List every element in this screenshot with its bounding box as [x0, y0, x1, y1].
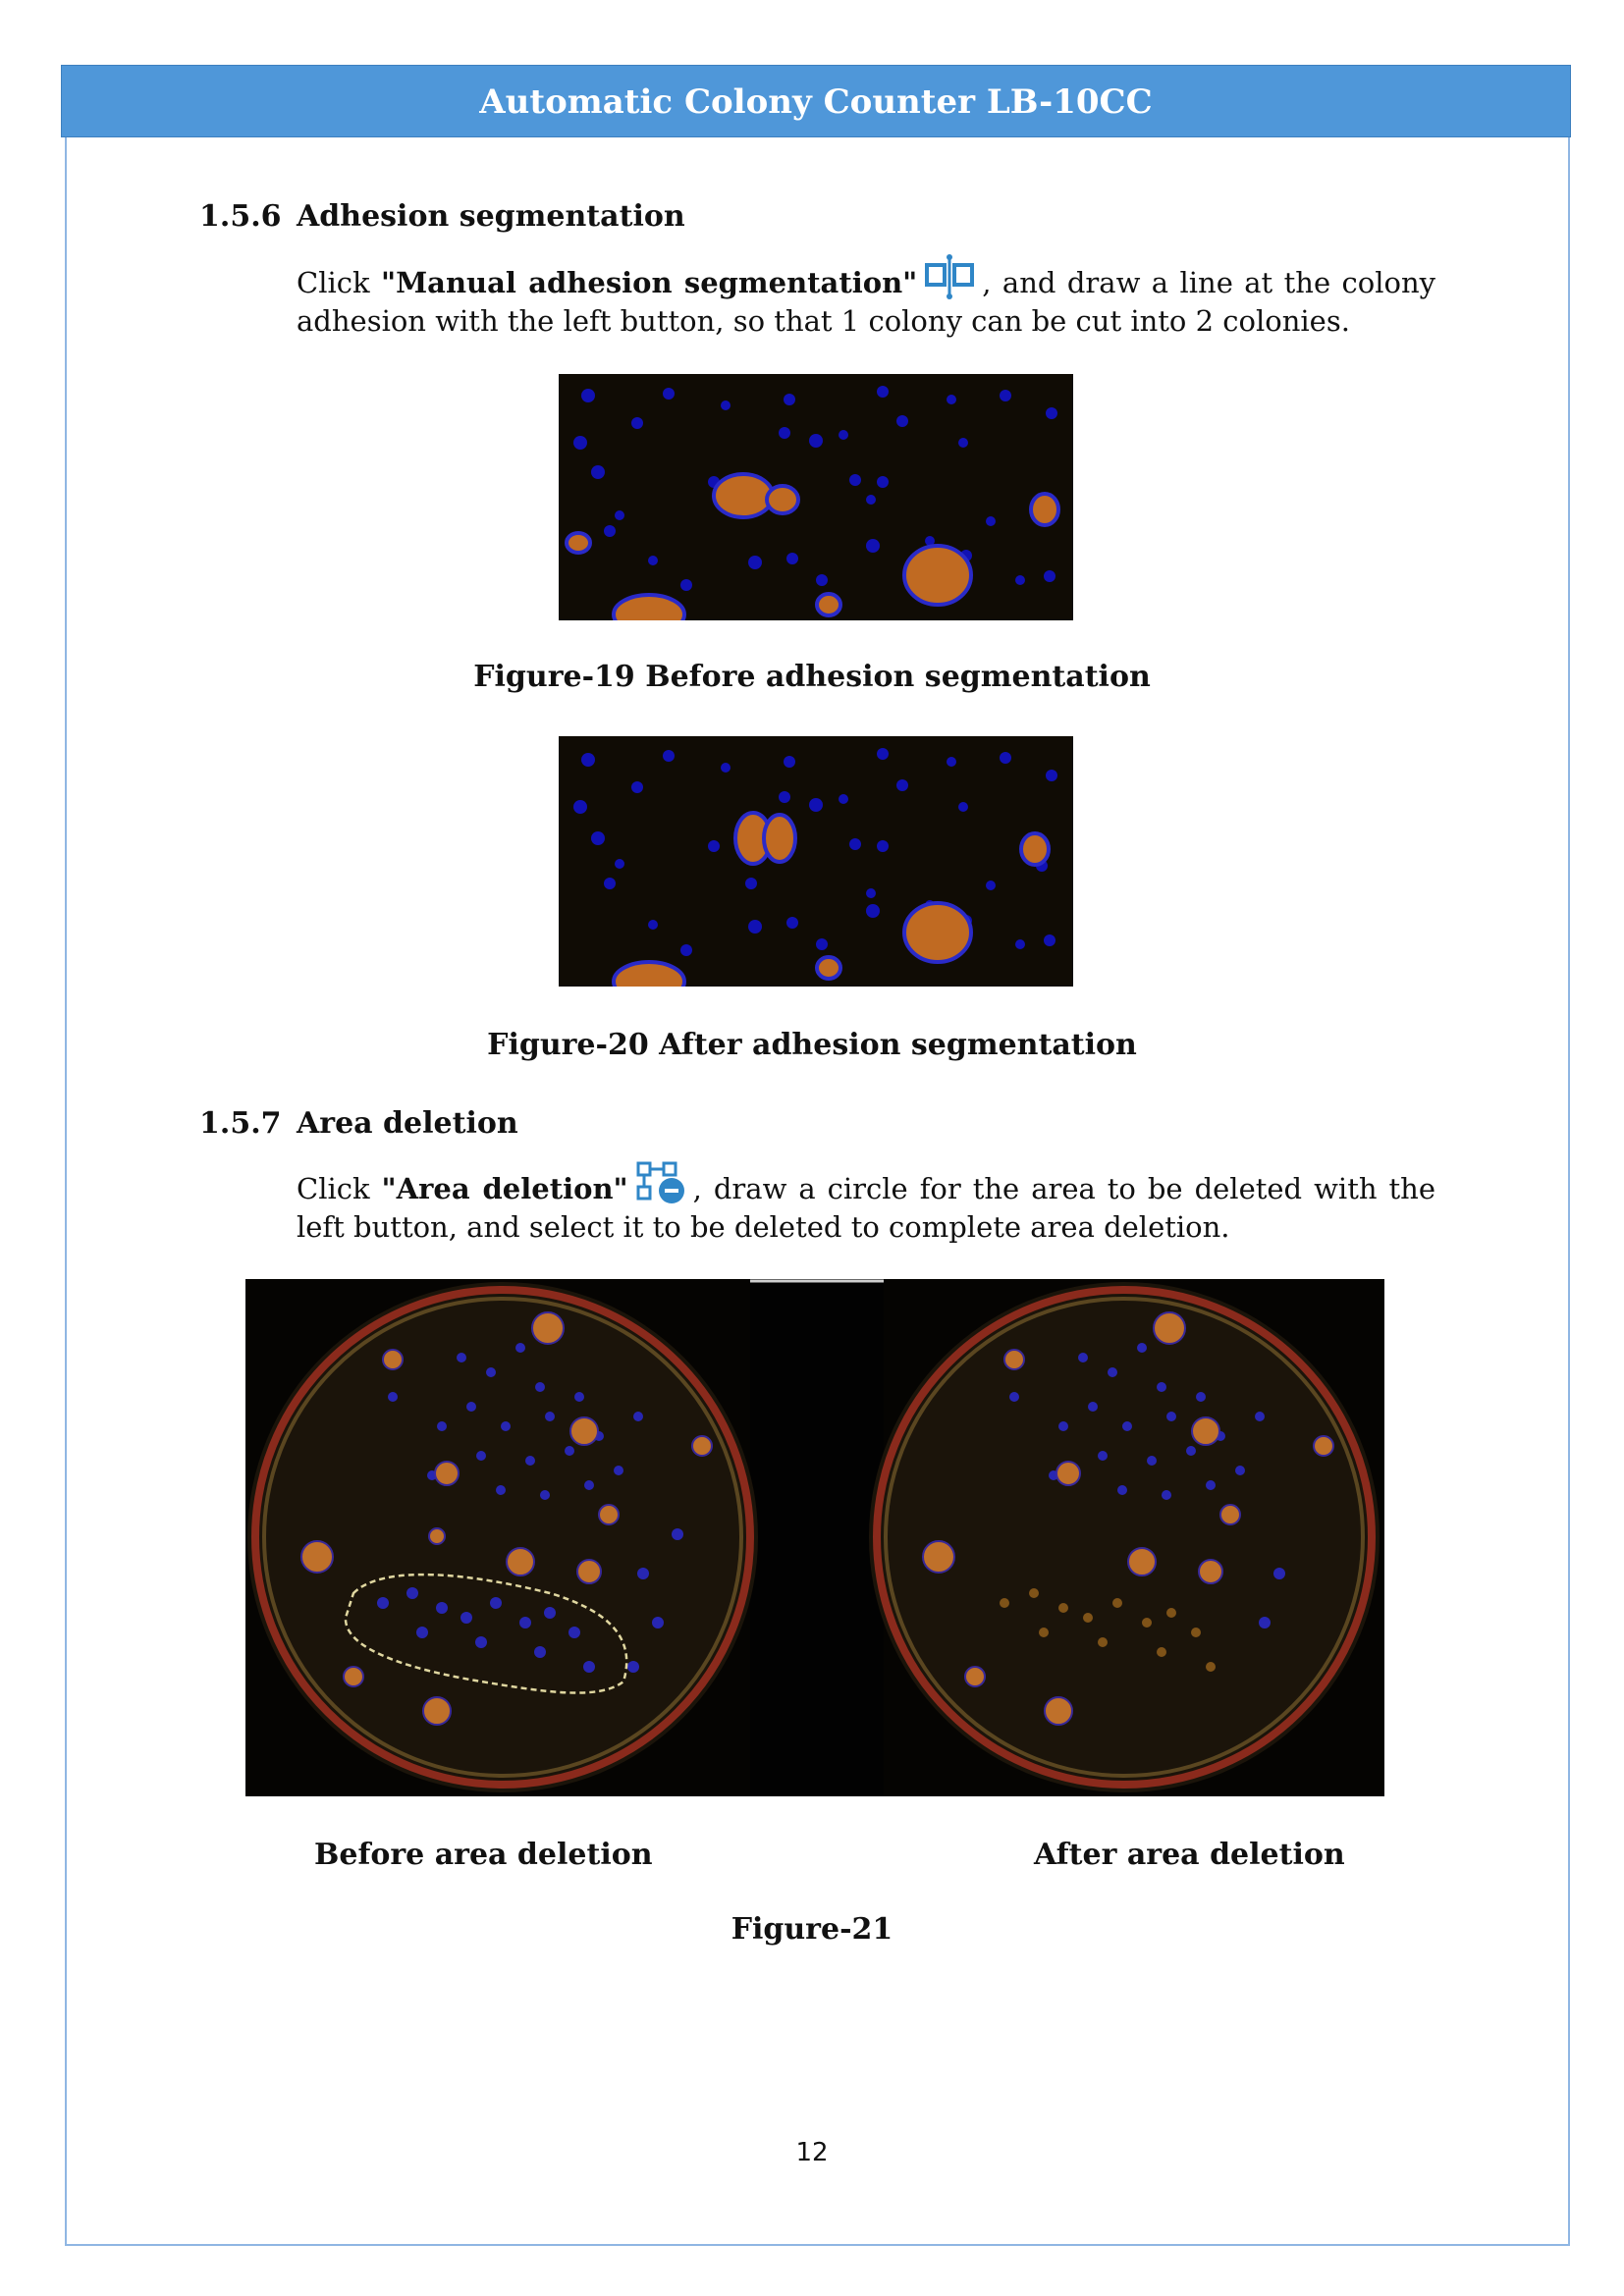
section-paragraph-1-5-7 [297, 1159, 1435, 1247]
figure-21-caption: Figure-21 [731, 1912, 893, 1947]
section-heading-1-5-7 [0, 1106, 1624, 1146]
section-title: Adhesion segmentation [297, 199, 685, 234]
section-title: Area deletion [297, 1106, 518, 1141]
manual-adhesion-segmentation-icon [923, 253, 976, 300]
area-deletion-icon [634, 1159, 687, 1206]
figure-21-image [245, 1279, 1384, 1796]
paragraph-text: Click [297, 266, 381, 299]
left-petri-dish [247, 1282, 758, 1792]
paragraph-text: , draw a circle for the area to be deleted with the left button, and select it to be deleted to complete area deletion. [297, 1172, 1435, 1244]
figure-21-right-label: After area deletion [1034, 1838, 1345, 1872]
figure-20-image [559, 736, 1073, 987]
paragraph-text: , and draw a line at the colony adhesion with the left button, so that 1 colony can be cut into 2 colonies. [297, 266, 1436, 338]
section-paragraph-1-5-6 [297, 253, 1435, 341]
right-petri-dish [869, 1282, 1380, 1792]
section-number: 1.5.6 [199, 199, 282, 234]
figure-19-caption: Figure-19 Before adhesion segmentation [473, 660, 1151, 694]
figure-20-caption: Figure-20 After adhesion segmentation [487, 1028, 1137, 1062]
header-title: Automatic Colony Counter LB-10CC [479, 82, 1153, 122]
page-header [61, 65, 1571, 137]
section-heading-1-5-6 [0, 199, 1624, 239]
paragraph-text: Click [297, 1172, 382, 1205]
bold-term: "Manual adhesion segmentation" [380, 266, 918, 299]
bold-term: "Area deletion" [381, 1172, 628, 1205]
figure-19-image [559, 374, 1073, 620]
page-number: 12 [795, 2138, 829, 2167]
figure-21-left-label: Before area deletion [314, 1838, 653, 1872]
section-number: 1.5.7 [199, 1106, 282, 1141]
